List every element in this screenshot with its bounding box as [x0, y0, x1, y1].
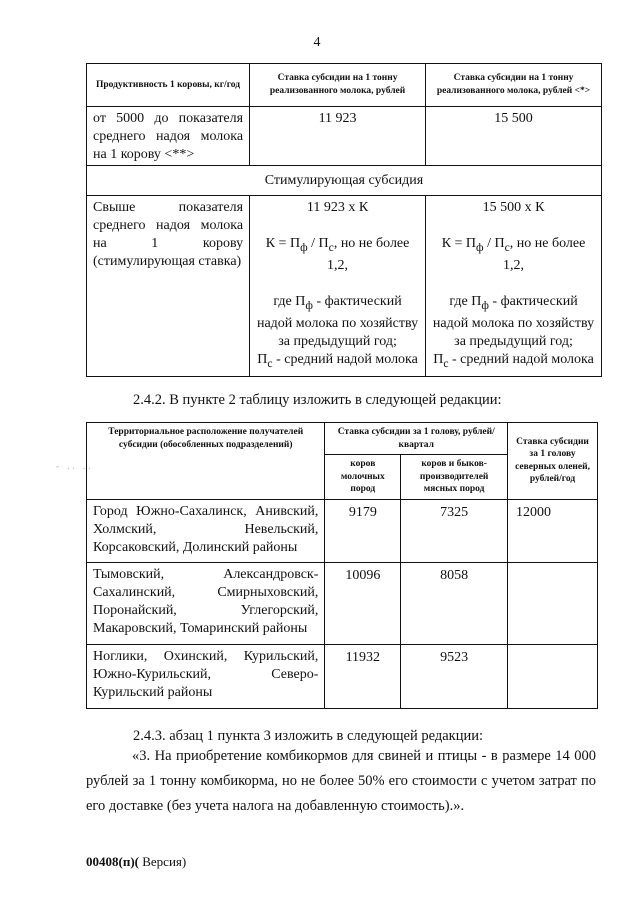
row1-rate1: 11 923 [250, 107, 426, 166]
document-footer [86, 854, 186, 870]
avg-definition: $П_с$ - средний надой молока [257, 351, 418, 370]
region-cell: Ноглики, Охинский, Курильский, Южно-Курильский, Северо-Курильский районы [87, 644, 325, 708]
region-cell: Город Южно-Сахалинск, Анивский, Холмский, Невельский, Корсаковский, Долинский районы [87, 499, 325, 562]
table-row [87, 644, 598, 708]
footer-version: Версия) [138, 854, 187, 869]
dairy-cell: 10096 [325, 562, 401, 644]
header-rate-star: Ставка субсидии на 1 тонну реализованного молока, рублей <*> [426, 64, 602, 107]
where-definition: где $П_ф$ - фактический надой молока по хозяйству за предыдущий год; [256, 293, 419, 349]
beef-cell: 7325 [401, 499, 508, 562]
section-title: Стимулирующая субсидия [87, 166, 602, 196]
table-row [87, 196, 602, 377]
deer-cell [508, 562, 598, 644]
beef-cell: 9523 [401, 644, 508, 708]
header-productivity: Продуктивность 1 коровы, кг/год [87, 64, 250, 107]
k-definition: $К = П_ф / П_с$, но не более 1,2, [265, 236, 410, 273]
row2-label: Свыше показателя среднего надоя молока на 1 корову (стимулирующая ставка) [87, 196, 250, 377]
paragraph-2-4-2: 2.4.2. В пункте 2 таблицу изложить в следующей редакции: [133, 392, 502, 408]
paragraph-2-4-3: 2.4.3. абзац 1 пункта 3 изложить в следующей редакции: [133, 728, 484, 744]
table-row [87, 499, 598, 562]
header-deer: Ставка субсидии за 1 голову северных оленей, рублей/год [508, 423, 598, 500]
row1-rate2: 15 500 [426, 107, 602, 166]
header-dairy: коров молочных пород [325, 455, 401, 500]
header-beef: коров и быков-производителей мясных пород [401, 455, 508, 500]
dairy-cell: 9179 [325, 499, 401, 562]
row1-label: от 5000 до показателя среднего надоя молока на 1 корову <**> [87, 107, 250, 166]
dairy-cell: 11932 [325, 644, 401, 708]
milk-subsidy-table [86, 63, 602, 377]
formula: 15 500 х К [482, 200, 545, 215]
footer-code: 00408(п)( [86, 854, 139, 869]
where-definition: где $П_ф$ - фактический надой молока по хозяйству за предыдущий год; [432, 293, 595, 349]
beef-cell: 8058 [401, 562, 508, 644]
deer-cell [508, 644, 598, 708]
region-cell: Тымовский, Александровск-Сахалинский, Смирныховский, Поронайский, Углегорский, Макаровский, Томаринский районы [87, 562, 325, 644]
header-rate-quarter: Ставка субсидии за 1 голову, рублей/квартал [325, 423, 508, 455]
deer-cell: 12000 [508, 499, 598, 562]
avg-definition: $П_с$ - средний надой молока [433, 351, 594, 370]
table-row [87, 562, 598, 644]
header-location: Территориальное расположение получателей субсидии (обособленных подразделений) [87, 423, 325, 500]
formula: 11 923 х К [306, 200, 369, 215]
amendment-quote: «3. На приобретение комбикормов для свиней и птицы - в размере 14 000 рублей за 1 тонну комбикорма, но не более 50% его стоимости с учетом затрат по его доставке (без учета налога на добавленную стоимость).». [86, 748, 596, 814]
livestock-subsidy-table [86, 422, 598, 709]
row2-col2 [250, 196, 426, 377]
table-row [87, 107, 602, 166]
header-rate: Ставка субсидии на 1 тонну реализованного молока, рублей [250, 64, 426, 107]
row2-col3 [426, 196, 602, 377]
page-number: 4 [313, 35, 321, 50]
k-definition: $К = П_ф / П_с$, но не более 1,2, [441, 236, 586, 273]
scan-artifact: - .. .. [56, 461, 94, 471]
